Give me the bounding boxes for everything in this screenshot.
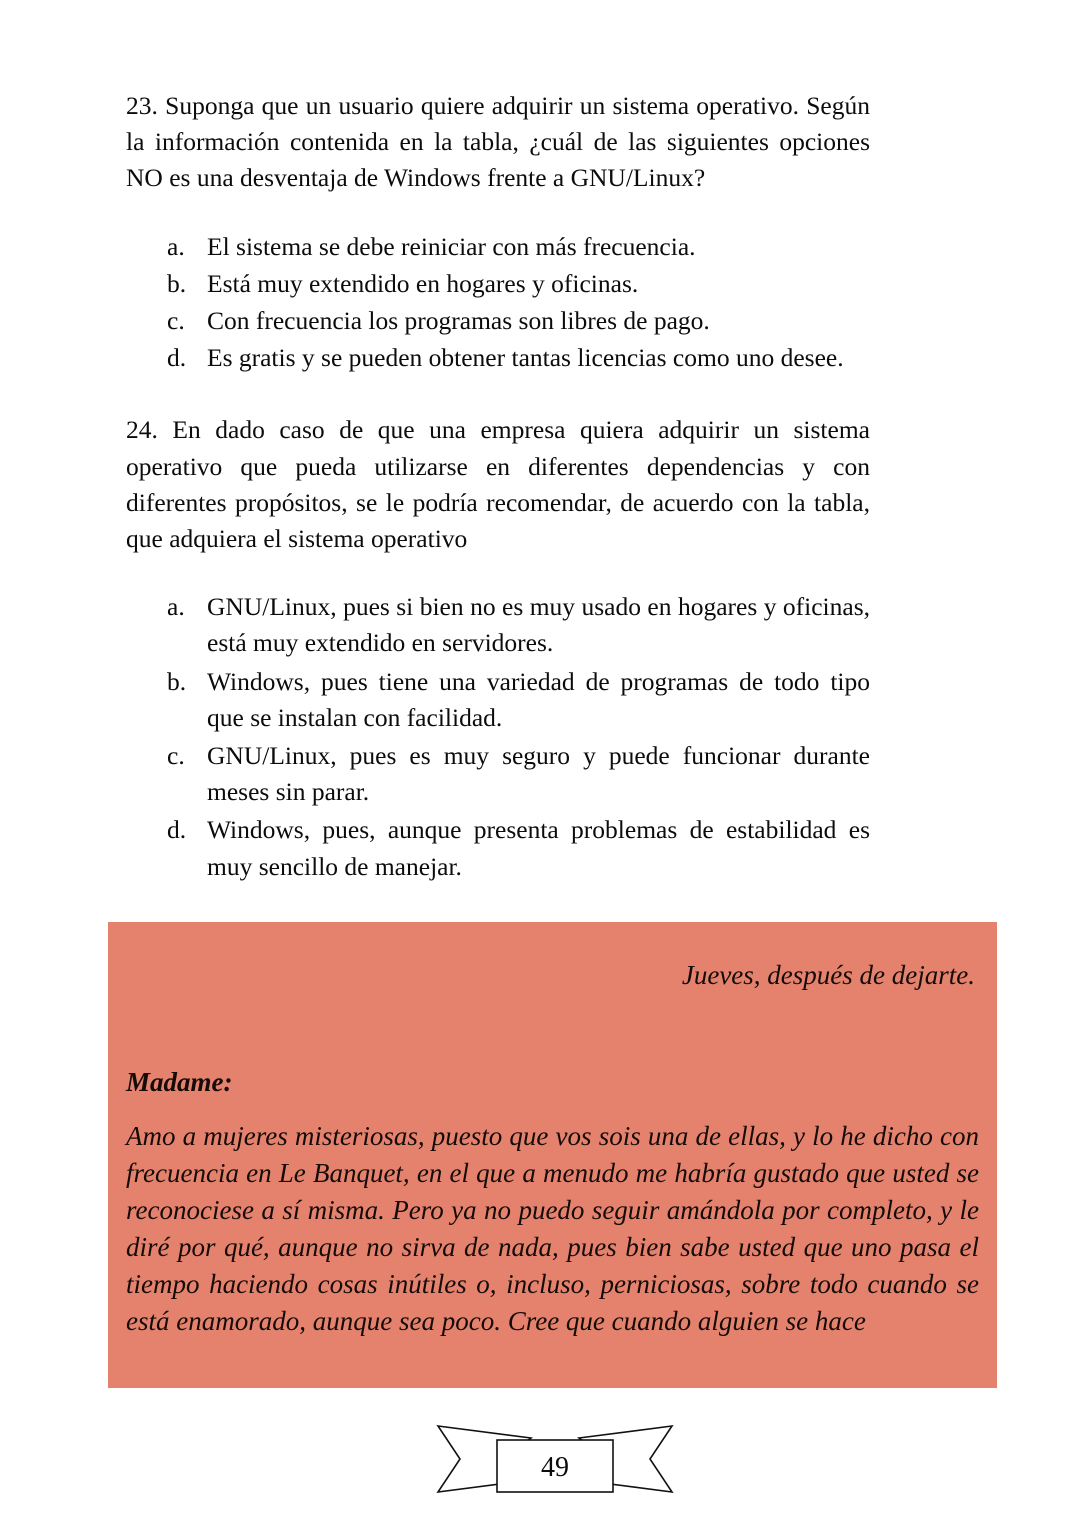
option-marker: a. <box>167 592 185 622</box>
option-marker: c. <box>167 741 185 771</box>
question-24-prompt: 24. En dado caso de que una empresa quiera adquirir un sistema operativo que pueda utilizarse en diferentes dependencias y con diferentes propósitos, se le podría recomendar, de acuerdo con la tabla, que adquiera el sistema operativo <box>126 415 870 554</box>
ribbon-center-plate <box>497 1440 613 1492</box>
option-item[interactable] <box>126 340 870 376</box>
option-text: GNU/Linux, pues es muy seguro y puede funcionar durante meses sin parar. <box>207 741 870 807</box>
option-text: Windows, pues, aunque presenta problemas de estabilidad es muy sencillo de manejar. <box>207 815 870 881</box>
option-text: Está muy extendido en hogares y oficinas. <box>207 268 639 298</box>
option-marker: d. <box>167 815 187 845</box>
option-marker: d. <box>167 343 187 373</box>
option-text: Es gratis y se pueden obtener tantas licencias como uno desee. <box>207 343 844 373</box>
page-number-ribbon <box>432 1418 678 1500</box>
question-23-prompt: 23. Suponga que un usuario quiere adquirir un sistema operativo. Según la información contenida en la tabla, ¿cuál de las siguientes opciones NO es una desventaja de Windows frente a GNU/Linux? <box>126 91 870 193</box>
question-24-options <box>126 589 870 885</box>
option-item[interactable] <box>126 229 870 265</box>
letter-date: Jueves, después de dejarte. <box>681 960 975 990</box>
option-item[interactable] <box>126 589 870 661</box>
page-number-value: 49 <box>541 1452 569 1483</box>
option-text: Windows, pues tiene una variedad de programas de todo tipo que se instalan con facilidad. <box>207 666 870 732</box>
letter-salutation: Madame: <box>126 1067 233 1097</box>
option-item[interactable] <box>126 266 870 302</box>
option-text: El sistema se debe reiniciar con más frecuencia. <box>207 231 696 261</box>
option-marker: a. <box>167 231 185 261</box>
option-marker: b. <box>167 268 187 298</box>
option-text: Con frecuencia los programas son libres de pago. <box>207 306 710 336</box>
question-23-options <box>126 229 870 377</box>
option-marker: b. <box>167 666 187 696</box>
letter-body: Amo a mujeres misteriosas, puesto que vos sois una de ellas, y lo he dicho con frecuencia en Le Banquet, en el que a menudo me habría gustado que usted se reconociese a sí misma. Pero ya no puedo seguir amándola por completo, y le diré por qué, aunque no sirva de nada, pues bien sabe usted que uno pasa el tiempo haciendo cosas inútiles o, incluso, perniciosas, sobre todo cuando se está enamorado, aunque sea poco. Cree que cuando alguien se hace <box>126 1121 979 1336</box>
page-content <box>126 88 870 1049</box>
option-item[interactable] <box>126 738 870 810</box>
option-marker: c. <box>167 306 185 336</box>
option-item[interactable] <box>126 303 870 339</box>
option-item[interactable] <box>126 812 870 884</box>
option-text: GNU/Linux, pues si bien no es muy usado en hogares y oficinas, está muy extendido en servidores. <box>207 592 870 658</box>
letter-excerpt-box <box>108 922 997 1388</box>
option-item[interactable] <box>126 664 870 736</box>
